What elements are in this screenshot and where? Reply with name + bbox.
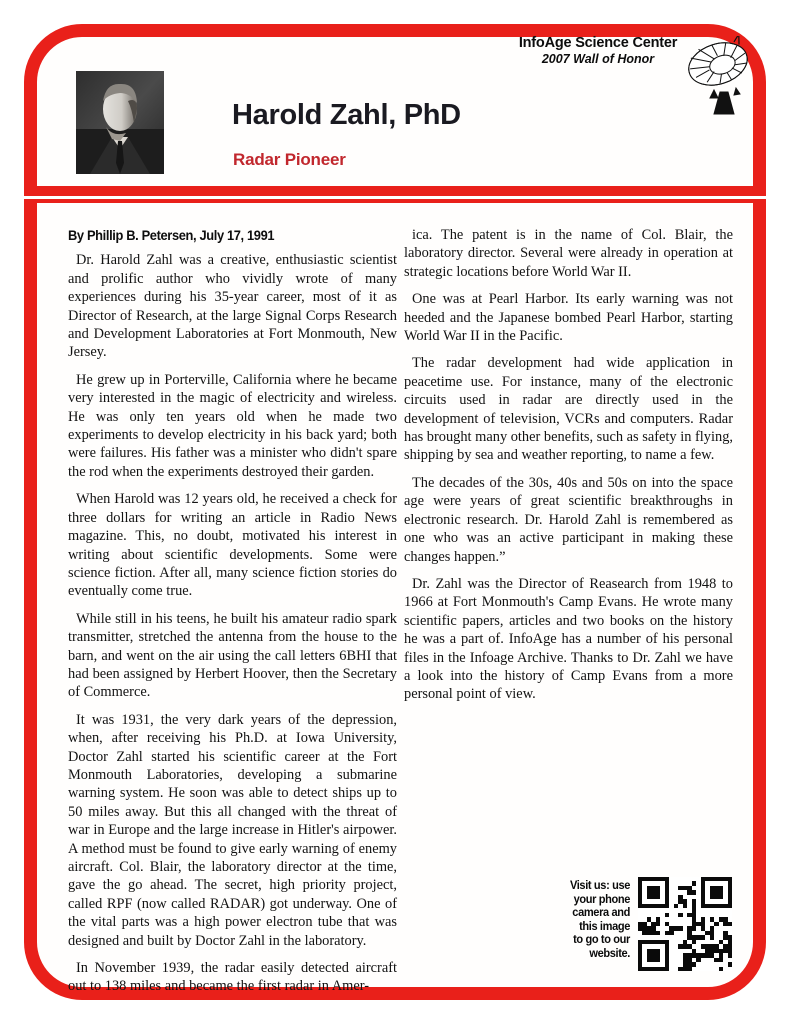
page-subtitle: Radar Pioneer [233, 150, 346, 169]
article-paragraph: The radar development had wide application in peacetime use. For instance, many of the electronic circuits used in radar are directly used in the development of television, VCRs and computers. Radar has brought many other benefits, such as safety in flying, shipping by sea and weather reporting, to name a few. [404, 355, 733, 464]
qr-caption [558, 879, 630, 960]
article-paragraph: One was at Pearl Harbor. Its early warning was not heeded and the Japanese bombed Pearl Harbor, starting World War II in the Pacific. [404, 291, 733, 345]
article-column-right [404, 226, 733, 713]
page-title: Harold Zahl, PhD [232, 99, 461, 131]
byline: By Phillip B. Petersen, July 17, 1991 [68, 227, 275, 243]
header-separator [24, 186, 766, 203]
article-paragraph: He grew up in Porterville, California where he became very interested in the magic of electricity and wireless. He was only ten years old when he made two experiments to develop electricity in his back yard; both were failures. His father was a minister who didn't spare the rod when the experiments destroyed their garden. [68, 371, 397, 480]
article-column-left [68, 226, 397, 1005]
article-paragraph: When Harold was 12 years old, he received a check for three dollars for writing an article in Radio News magazine. This, no doubt, motivated his interest in writing about scientific developments. Some were science fiction. After all, many science fiction stories do eventually come true. [68, 491, 397, 600]
qr-caption-line: website. [589, 945, 630, 960]
qr-code-icon [638, 877, 732, 971]
article-paragraph: The decades of the 30s, 40s and 50s on into the space age were years of great scientific breakthroughs in electronic research. Dr. Harold Zahl is remembered as one who was an active participant in making these changes happen.” [404, 474, 733, 565]
article-paragraph: Dr. Zahl was the Director of Reasearch from 1948 to 1966 at Fort Monmouth's Camp Evans. He wrote many scientific papers, articles and two books on the history he was a part of. InfoAge has a number of his personal files in the Infoage Archive. Thanks to Dr. Zahl we have a look into the history of Camp Evans from a more personal point of view. [404, 575, 733, 703]
qr-module [728, 967, 732, 971]
article-paragraph: ica. The patent is in the name of Col. Blair, the laboratory director. Several were already in operation at strategic locations before World War II. [404, 227, 733, 280]
article-paragraph: Dr. Harold Zahl was a creative, enthusiastic scientist and prolific author who vividly wrote of many experiences during his 35-year career, most of it as Director of Research, at the large Signal Corps Research and Development Laboratories at Fort Monmouth, New Jersey. [68, 252, 397, 361]
qr-caption-line: camera and [572, 905, 630, 919]
qr-caption-line: your phone [573, 891, 630, 906]
article-paragraph: It was 1931, the very dark years of the depression, when, after receiving his Ph.D. at Iowa University, Doctor Zahl started his scientific career at the Fort Monmouth Laboratories, developing a submarine warning system. He soon was able to detect ships up to 50 miles away. But this all changed with the threat of war in Europe and the large increase in Hitler's airpower. A method must be found to give early warning of enemy aircraft. Col. Blair, the laboratory director at the time, gave the go ahead. The secret, high priority project, called RPF (now called RADAR) got underway. One of the vital parts was a high power electron tube that was designed and built by Doctor Zahl in the laboratory. [68, 711, 397, 949]
harold-zahl-portrait [76, 71, 164, 174]
org-badge [498, 35, 698, 66]
event-name: 2007 Wall of Honor [541, 52, 655, 66]
qr-caption-line: Visit us: use [569, 878, 630, 892]
portrait-image [76, 71, 164, 174]
qr-caption-line: this image [579, 918, 630, 933]
org-name: InfoAge Science Center [518, 35, 678, 51]
article-paragraph: While still in his teens, he built his amateur radio spark transmitter, stretched the antenna from the house to the barn, and went on the air using the call letters 6BHI that had been assigned by Herbert Hoover, then the Secretary of Commerce. [68, 610, 397, 701]
radar-dish-icon [684, 36, 756, 118]
article-paragraph: In November 1939, the radar easily detected aircraft out to 138 miles and became the first radar in Amer- [68, 960, 397, 995]
separator-thin-rule [24, 199, 766, 203]
separator-thick-rule [24, 186, 766, 196]
qr-caption-line: to go to our [573, 932, 630, 946]
